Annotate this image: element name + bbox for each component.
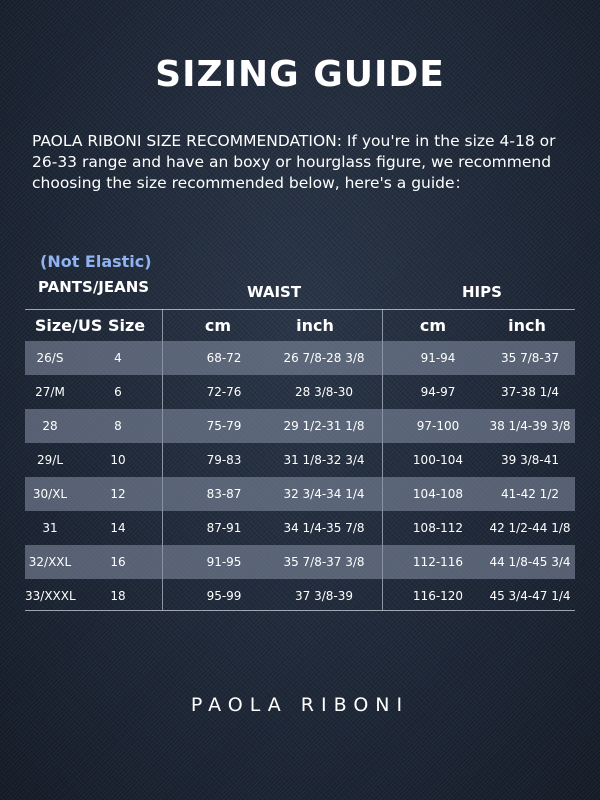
size-label: 33/XXXL: [25, 589, 76, 603]
pants-jeans-header: PANTS/JEANS: [38, 278, 150, 296]
waist-inch: 29 1/2-31 1/8: [283, 419, 365, 433]
waist-inch: 35 7/8-37 3/8: [283, 555, 365, 569]
waist-inch-header: inch: [296, 316, 334, 335]
table-row: [25, 579, 575, 613]
waist-inch: 32 3/4-34 1/4: [283, 487, 365, 501]
size-label: 27/M: [35, 385, 65, 399]
size-label: 32/XXL: [28, 555, 72, 569]
waist-cm: 91-95: [206, 555, 242, 569]
waist-cm: 75-79: [206, 419, 242, 433]
hips-cm: 112-116: [412, 555, 464, 569]
size-label: 31: [42, 521, 58, 535]
waist-inch: 28 3/8-30: [295, 385, 353, 399]
size-label: 30/XL: [32, 487, 68, 501]
waist-cm: 68-72: [206, 351, 242, 365]
hips-header: HIPS: [462, 283, 502, 301]
hips-cm: 100-104: [412, 453, 464, 467]
us-size: 6: [114, 385, 122, 399]
waist-cm: 79-83: [206, 453, 242, 467]
table-top-rule: [25, 309, 575, 310]
table-row: [25, 443, 575, 477]
not-elastic-note: (Not Elastic): [40, 252, 152, 271]
table-row: [25, 545, 575, 579]
table-row: [25, 477, 575, 511]
us-size: 18: [110, 589, 126, 603]
hips-cm: 97-100: [416, 419, 460, 433]
size-label: 28: [42, 419, 58, 433]
us-size: 14: [110, 521, 126, 535]
hips-cm: 94-97: [420, 385, 456, 399]
us-size: 4: [114, 351, 122, 365]
waist-inch: 34 1/4-35 7/8: [283, 521, 365, 535]
us-size: 10: [110, 453, 126, 467]
size-recommendation-text: PAOLA RIBONI SIZE RECOMMENDATION: If you're in the size 4-18 or 26-33 range and have an boxy or hourglass figure, we recommend choosing the size recommended below, here's a guide：: [32, 132, 556, 192]
hips-inch-header: inch: [508, 316, 546, 335]
page-title: SIZING GUIDE: [155, 54, 445, 95]
hips-inch: 41-42 1/2: [501, 487, 559, 501]
hips-cm: 104-108: [412, 487, 464, 501]
table-row: [25, 511, 575, 545]
table-row: [25, 341, 575, 375]
hips-inch: 37-38 1/4: [501, 385, 559, 399]
waist-header: WAIST: [247, 283, 302, 301]
waist-cm: 87-91: [206, 521, 242, 535]
hips-cm: 108-112: [412, 521, 464, 535]
hips-cm: 91-94: [420, 351, 456, 365]
waist-inch: 26 7/8-28 3/8: [283, 351, 365, 365]
waist-cm-header: cm: [204, 316, 232, 335]
us-size: 8: [114, 419, 122, 433]
waist-cm: 72-76: [206, 385, 242, 399]
size-label: 26/S: [36, 351, 64, 365]
hips-inch: 38 1/4-39 3/8: [489, 419, 571, 433]
hips-inch: 39 3/8-41: [501, 453, 559, 467]
us-size: 16: [110, 555, 126, 569]
size-label: 29/L: [37, 453, 63, 467]
waist-inch: 37 3/8-39: [295, 589, 353, 603]
hips-inch: 42 1/2-44 1/8: [489, 521, 571, 535]
us-size: 12: [110, 487, 126, 501]
hips-cm: 116-120: [412, 589, 464, 603]
hips-inch: 45 3/4-47 1/4: [489, 589, 571, 603]
table-row: [25, 409, 575, 443]
table-row: [25, 375, 575, 409]
size-column-header: Size/US Size: [34, 316, 146, 335]
brand-logo: PAOLA RIBONI: [190, 694, 410, 716]
hips-inch: 35 7/8-37: [501, 351, 559, 365]
hips-cm-header: cm: [419, 316, 447, 335]
hips-inch: 44 1/8-45 3/4: [489, 555, 571, 569]
waist-inch: 31 1/8-32 3/4: [283, 453, 365, 467]
size-table: [25, 341, 575, 613]
waist-cm: 83-87: [206, 487, 242, 501]
table-bottom-rule: [25, 610, 575, 611]
waist-cm: 95-99: [206, 589, 242, 603]
